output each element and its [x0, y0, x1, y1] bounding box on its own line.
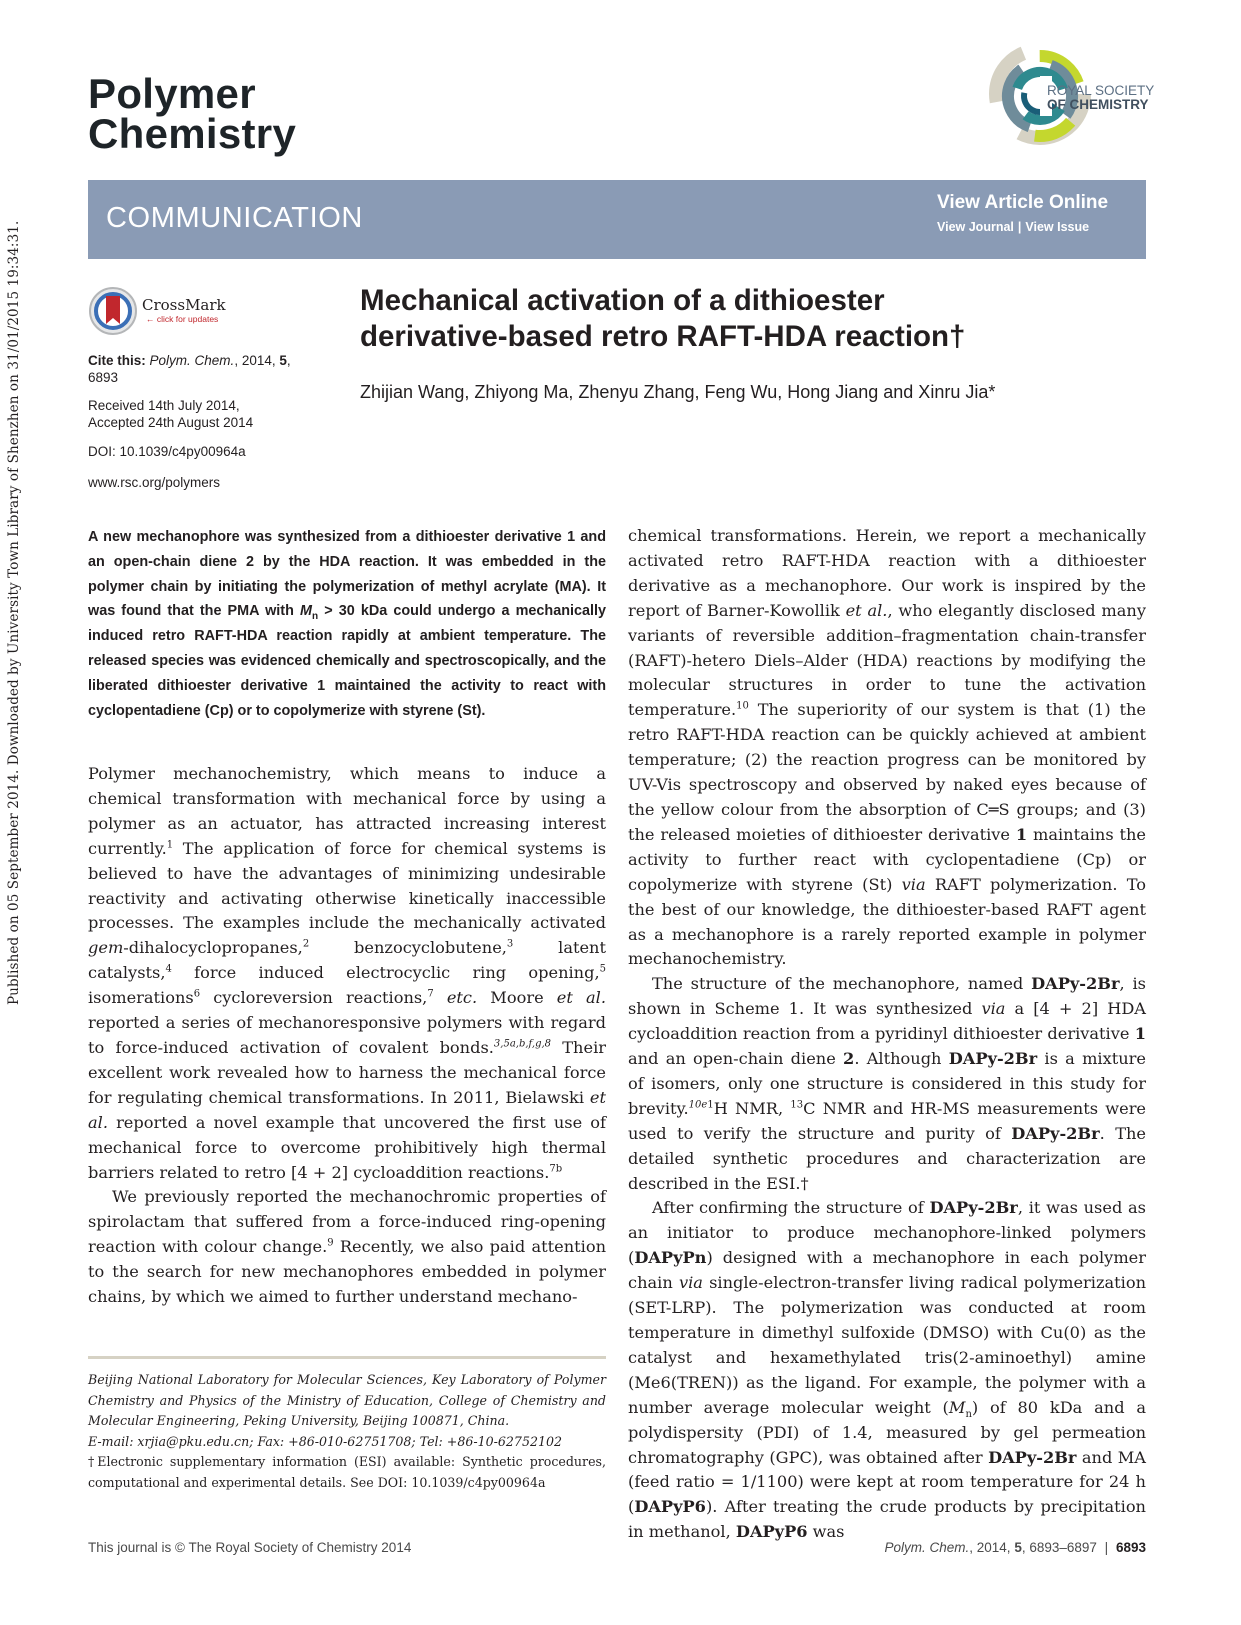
footnote	[88, 1370, 606, 1493]
journal-title-line2: Chemistry	[88, 110, 297, 157]
compound-label: 2	[843, 1049, 855, 1069]
text: RAFT polymerization. To the best of our knowledge, the dithioester-based RAFT agent as a mechanophore is a rarely reported example in polymer mechanochemistry.	[628, 874, 1146, 969]
rsc-logo-line2: OF CHEMISTRY	[1047, 97, 1149, 112]
abstract	[88, 525, 606, 723]
compound-label: DAPy-2Br	[1011, 1123, 1100, 1143]
rsc-logo-line1: ROYAL SOCIETY	[1047, 83, 1155, 98]
text: via	[981, 999, 1006, 1019]
mn-subscript: n	[312, 611, 319, 623]
cite-journal: Polym. Chem.	[149, 353, 235, 368]
accepted-date: Accepted 24th August 2014	[88, 415, 254, 430]
text: . The detailed synthetic procedures and characterization are described in the ESI.†	[628, 1123, 1146, 1193]
compound-label: DAPy-2Br	[988, 1447, 1077, 1467]
ref-citation[interactable]: 1	[166, 839, 174, 851]
text: via	[901, 874, 926, 894]
text: . Although	[854, 1049, 949, 1069]
compound-label: 1	[1015, 824, 1028, 844]
left-column-body	[88, 762, 606, 1310]
text: reported a novel example that uncovered the first use of mechanical force to overcome prohibitively high thermal barriers related to retro [4 + 2] cycloaddition reactions.	[88, 1112, 606, 1182]
footer-journal: Polym. Chem.	[884, 1540, 970, 1555]
citation	[88, 352, 318, 386]
text: Their excellent work revealed how to harness the mechanical force for regulating chemical transformations. In 2011, Bielawski	[88, 1037, 606, 1107]
compound-label: 1	[1134, 1024, 1146, 1044]
journal-url-link[interactable]: www.rsc.org/polymers	[88, 475, 221, 490]
cite-prefix: Cite this:	[88, 353, 146, 368]
view-links	[937, 220, 1089, 234]
text: and MA (feed ratio = 1/1100) were kept at room temperature for 24 h (	[628, 1447, 1146, 1517]
esi-note: †Electronic supplementary information (ESI) available: Synthetic procedures, computational and experimental details. See DOI: 10.1039/c4py00964a	[88, 1454, 606, 1490]
text: , who elegantly disclosed many variants of reversible addition–fragmentation chain-transfer (RAFT)-hetero Diels–Alder (HDA) reactions by modifying the molecular structures in order to tune the activation temperature.	[628, 600, 1146, 720]
text: The application of force for chemical systems is believed to have the advantages of minimizing undesirable reactivity and activating otherwise kinetically inaccessible processes. The examples include the mechanically activated	[88, 838, 606, 933]
text: H NMR,	[713, 1098, 791, 1118]
footer-citation	[884, 1540, 1146, 1555]
ref-citation[interactable]: 10e	[688, 1099, 708, 1111]
contact-info[interactable]: E-mail: xrjia@pku.edu.cn; Fax: +86-010-62751708; Tel: +86-10-62752102	[88, 1433, 563, 1449]
paragraph	[88, 762, 606, 1185]
cite-volume: 5	[279, 353, 287, 368]
text: etc.	[433, 988, 478, 1008]
article-title	[360, 283, 1120, 355]
text: is a mixture of isomers, only one structure is considered in this study for brevity.	[628, 1049, 1146, 1118]
text: M	[948, 1397, 966, 1417]
ref-citation[interactable]: 3,5a,b,f,g,8	[493, 1038, 552, 1050]
text: C NMR and HR-MS measurements were used to verify the structure and purity of	[628, 1098, 1147, 1143]
text: Polymer mechanochemistry, which means to induce a chemical transformation with mechanical force by using a polymer as an actuator, has attracted increasing interest currently.	[88, 764, 606, 858]
text: ) designed with a mechanophore in each polymer chain	[628, 1248, 1146, 1293]
footer-year: , 2014,	[969, 1540, 1011, 1555]
text: benzocyclobutene,	[309, 938, 507, 958]
crossmark-label[interactable]: CrossMark	[142, 296, 226, 314]
text: The structure of the mechanophore, named	[652, 974, 1032, 994]
text: single-electron-transfer living radical polymerization (SET-LRP). The polymerization was conducted at room temperature in dimethyl sulfoxide (DMSO) with Cu(0) as the catalyst and hexamethylated tris(2-aminoethyl) amine (Me6(TREN)) as the ligand. For example, the polymer with a number average molecular weight (	[628, 1273, 1146, 1417]
text: gem	[88, 938, 124, 958]
ref-citation[interactable]: 5	[599, 963, 606, 975]
page-number: 6893	[1115, 1540, 1146, 1555]
text: isomerations	[88, 988, 194, 1008]
text: latent catalysts,	[88, 938, 606, 983]
download-stamp: Published on 05 September 2014. Downloaded by University Town Library of Shenzhen on 31/01/2015 19:34:31.	[6, 220, 22, 1005]
ref-citation[interactable]: 4	[165, 963, 172, 975]
paragraph	[628, 972, 1146, 1196]
cite-year: , 2014,	[234, 353, 276, 368]
text: Moore	[477, 988, 557, 1008]
footer-volume: 5	[1014, 1540, 1022, 1555]
text: via	[678, 1273, 703, 1293]
footer-separator: |	[1104, 1540, 1109, 1555]
footnote-divider	[88, 1356, 606, 1359]
cite-page: , 6893	[88, 353, 291, 385]
text: chemical transformations. Herein, we report a mechanically activated retro RAFT-HDA reaction with a dithioester derivative as a mechanophore. Our work is inspired by the report of Barner-Kowollik	[628, 526, 1146, 620]
ref-citation[interactable]: 6	[193, 988, 201, 1000]
received-date: Received 14th July 2014,	[88, 398, 240, 413]
affiliation: Beijing National Laboratory for Molecular Sciences, Key Laboratory of Polymer Chemistry and Physics of the Ministry of Education, College of Chemistry and Molecular Engineering, Peking University, Beijing 100871, China.	[88, 1372, 606, 1428]
article-type-banner	[88, 180, 1146, 259]
ref-citation[interactable]: 10	[736, 700, 749, 712]
paragraph	[88, 1185, 606, 1310]
crossmark-sub-text: click for updates	[156, 314, 219, 324]
rsc-logo-text	[1047, 84, 1154, 112]
doi[interactable]: DOI: 10.1039/c4py00964a	[88, 444, 246, 459]
isotope-superscript: 13	[790, 1099, 804, 1111]
mn-symbol: M	[300, 603, 312, 620]
right-column-body	[628, 524, 1146, 1545]
ref-citation[interactable]: 9	[327, 1237, 334, 1249]
text: The superiority of our system is that (1) the retro RAFT-HDA reaction can be quickly achieved at ambient temperature; (2) the reaction progress can be monitored by UV-Vis spectroscopy and observed by naked eyes because of the yellow colour from the absorption of C═S groups; and (3) the released moieties of dithioester derivative	[628, 700, 1146, 844]
arrow-left-icon: ←	[146, 314, 155, 324]
text: et al.	[556, 988, 606, 1008]
text: n	[965, 1408, 972, 1420]
view-journal-link[interactable]: View Journal	[937, 220, 1014, 234]
text: and an open-chain diene	[628, 1049, 844, 1069]
journal-title[interactable]	[88, 70, 297, 157]
text: maintains the activity to further react with cyclopentadiene (Cp) or copolymerize with styrene (St)	[628, 824, 1146, 894]
abstract-text: A new mechanophore was synthesized from a dithioester derivative 1 and an open-chain diene 2 by the HDA reaction. It was embedded in the polymer chain by initiating the polymerization of methyl acrylate (MA). It was found that the PMA with	[88, 529, 606, 620]
footer-pages: , 6893–6897	[1021, 1540, 1097, 1555]
paragraph	[628, 524, 1146, 972]
ref-citation[interactable]: 7b	[549, 1163, 563, 1175]
text: et al.	[845, 600, 888, 620]
isotope-superscript: 1	[707, 1099, 714, 1111]
text: ). After treating the crude products by precipitation in methanol,	[628, 1497, 1146, 1542]
text: After confirming the structure of	[652, 1198, 930, 1218]
text: et al.	[88, 1087, 606, 1132]
journal-title-line1: Polymer	[88, 70, 256, 117]
text: We previously reported the mechanochromic properties of spirolactam that suffered from a force-induced ring-opening reaction with colour change.	[88, 1187, 606, 1257]
article-title-line2: derivative-based retro RAFT-HDA reaction†	[360, 320, 966, 353]
compound-label: DAPyP6	[735, 1522, 808, 1542]
text: reported a series of mechanoresponsive polymers with regard to force-induced activation of covalent bonds.	[88, 1013, 606, 1057]
paragraph	[628, 1196, 1146, 1545]
compound-label: DAPyP6	[634, 1497, 706, 1517]
article-title-line1: Mechanical activation of a dithioester	[360, 284, 885, 317]
text: -dihalocyclopropanes,	[123, 938, 303, 958]
text: , is shown in Scheme 1. It was synthesized	[628, 974, 1146, 1019]
compound-label: DAPyPn	[634, 1248, 707, 1268]
compound-label: DAPy-2Br	[929, 1198, 1018, 1218]
ref-citation[interactable]: 3	[506, 938, 514, 950]
compound-label: DAPy-2Br	[948, 1049, 1038, 1069]
view-article-online-link[interactable]: View Article Online	[937, 192, 1109, 213]
text: force induced electrocyclic ring opening,	[171, 963, 600, 983]
footer-copyright: This journal is © The Royal Society of Chemistry 2014	[88, 1540, 412, 1555]
ref-citation[interactable]: 7	[427, 988, 434, 1000]
link-separator: |	[1017, 220, 1022, 234]
view-issue-link[interactable]: View Issue	[1025, 220, 1090, 234]
compound-label: DAPy-2Br	[1031, 974, 1120, 994]
author-list: Zhijian Wang, Zhiyong Ma, Zhenyu Zhang, Feng Wu, Hong Jiang and Xinru Jia*	[360, 382, 996, 402]
crossmark-sub	[146, 314, 218, 324]
text: a [4 + 2] HDA cycloaddition reaction from a pyridinyl dithioester derivative	[628, 999, 1146, 1044]
text: , it was used as an initiator to produce mechanophore-linked polymers (	[628, 1198, 1146, 1268]
text: cycloreversion reactions,	[200, 988, 428, 1008]
text: was	[807, 1522, 845, 1542]
ref-citation[interactable]: 2	[302, 938, 310, 950]
abstract-text: > 30 kDa could undergo a mechanically induced retro RAFT-HDA reaction rapidly at ambient temperature. The released species was evidenced chemically and spectroscopically, and the liberated dithioester derivative 1 maintained the activity to react with cyclopentadiene (Cp) or to copolymerize with styrene (St).	[88, 603, 607, 719]
article-type-label: COMMUNICATION	[106, 202, 363, 234]
text: ) of 80 kDa and a polydispersity (PDI) of 1.4, measured by gel permeation chromatography (GPC), was obtained after	[628, 1397, 1146, 1467]
text: Recently, we also paid attention to the search for new mechanophores embedded in polymer chains, by which we aimed to further understand mechano-	[88, 1237, 606, 1307]
received-dates	[88, 397, 318, 431]
